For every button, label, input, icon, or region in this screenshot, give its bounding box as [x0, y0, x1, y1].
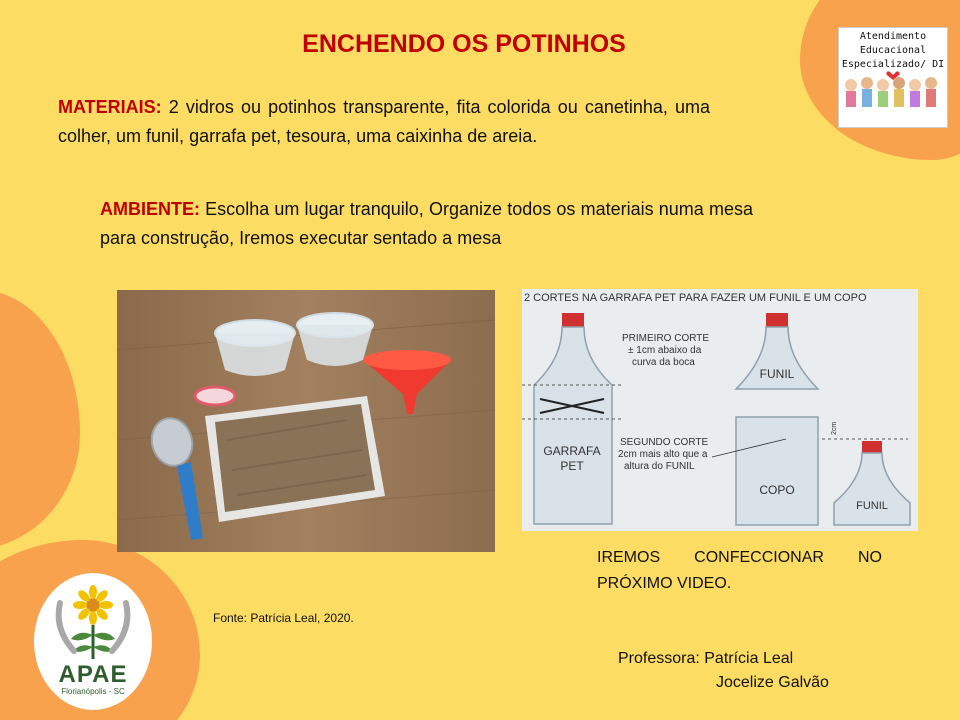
teacher-line-2: Jocelize Galvão — [716, 674, 829, 691]
ambiente-paragraph — [100, 195, 753, 253]
decorative-blob-left — [0, 290, 80, 550]
caption-line-1: IREMOS CONFECCIONAR NO — [597, 549, 882, 566]
aee-badge — [838, 27, 948, 128]
primeiro-corte-1: PRIMEIRO CORTE — [622, 333, 710, 344]
materiais-label: MATERIAIS: — [58, 97, 162, 117]
garrafa-label-1: GARRAFA — [543, 444, 601, 458]
caption-line-2: PRÓXIMO VIDEO. — [597, 575, 732, 592]
primeiro-corte-2: ± 1cm abaixo da — [628, 345, 702, 356]
ambiente-label: AMBIENTE: — [100, 199, 200, 219]
source-credit: Fonte: Patrícia Leal, 2020. — [213, 611, 354, 625]
copo-label: COPO — [759, 483, 795, 497]
teacher-line-1: Professora: Patrícia Leal — [618, 650, 794, 667]
apae-city: Florianópolis - SC — [61, 687, 125, 696]
segundo-corte-2: 2cm mais alto que a — [618, 449, 708, 460]
dim-label: 2cm — [831, 421, 838, 435]
diagram-header: 2 CORTES NA GARRAFA PET PARA FAZER UM FUNIL E UM COPO — [524, 292, 867, 304]
materials-photo — [117, 290, 495, 552]
sunflower-hands-icon — [34, 573, 152, 663]
segundo-corte-1: SEGUNDO CORTE — [620, 437, 709, 448]
teachers-credit — [618, 647, 829, 695]
funil-small-label: FUNIL — [856, 500, 888, 512]
materiais-paragraph — [58, 93, 710, 151]
segundo-corte-3: altura do FUNIL — [624, 461, 695, 472]
slide-title: ENCHENDO OS POTINHOS — [302, 30, 626, 58]
primeiro-corte-3: curva da boca — [632, 357, 695, 368]
apae-name: APAE — [58, 661, 128, 688]
aee-line-1: Atendimento — [859, 31, 927, 42]
children-illustration — [839, 71, 947, 121]
funil-top-label: FUNIL — [759, 367, 795, 381]
materiais-text: 2 vidros ou potinhos transparente, fita colorida ou canetinha, uma colher, um funil, garrafa pet, tesoura, uma caixinha de areia. — [58, 97, 710, 146]
garrafa-label-2: PET — [560, 459, 584, 473]
confeccionar-caption — [597, 545, 882, 597]
ambiente-text: Escolha um lugar tranquilo, Organize todos os materiais numa mesa para construção, Iremos executar sentado a mesa — [100, 199, 753, 248]
aee-line-2: Educacional — [859, 45, 927, 56]
aee-line-3: Especializado/ DI — [841, 59, 945, 70]
apae-logo — [34, 573, 152, 710]
bottle-cut-diagram — [522, 289, 918, 531]
